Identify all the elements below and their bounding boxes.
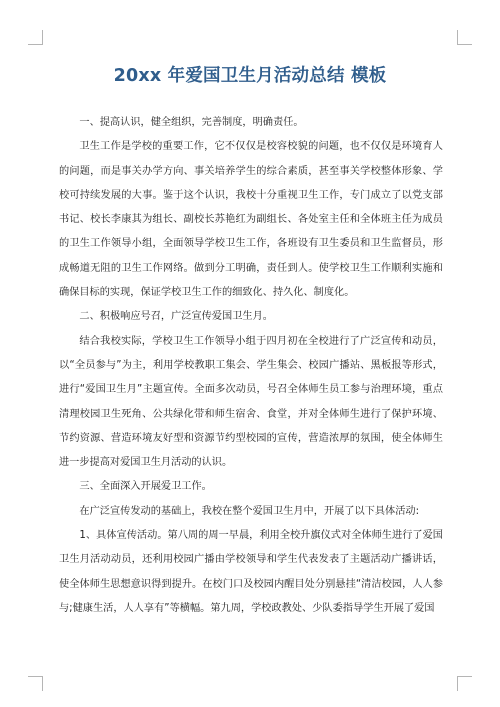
document-title: 20xx 年爱国卫生月活动总结 模板 [113,66,387,86]
body-paragraph-3: 在广泛宣传发动的基础上，我校在整个爱国卫生月中，开展了以下具体活动: [79,505,420,517]
section-heading-3: 三、全面深入开展爱卫工作。 [79,481,212,493]
section-heading-1: 一、提高认识，健全组织，完善制度，明确责任。 [79,117,304,128]
crop-mark-top-left [28,30,43,45]
crop-mark-bottom-left [28,676,43,691]
body-paragraph-4: 1、具体宣传活动。第八周的周一早晨，利用全校升旗仪式对全体师生进行了爱国卫生月活动动员，还利用校园广播由学校领导和学生代表发表了主题活动广播讲话，使全体师生思想意识得到提升。在校门口及校园内醒目处分别悬挂“清洁校园，人人参与;健康生活，人人享有”等横幅。第九周，学校政教处、少队委指导学生开展了爱国 [59,530,443,614]
crop-mark-bottom-right [457,676,472,691]
section-heading-2: 二、积极响应号召，广泛宣传爱国卫生月。 [79,311,273,323]
document-body [59,111,443,621]
body-paragraph-1: 卫生工作是学校的重要工作，它不仅仅是校容校貌的问题，也不仅仅是环境育人的问题，而是事关办学方向、事关培养学生的综合素质，甚至事关学校整体形象、学校可持续发展的大事。鉴于这个认识，我校十分重视卫生工作，专门成立了以党支部书记、校长李康其为组长、副校长苏艳红为副组长、各处室主任和全体班主任为成员的卫生工作领导小组，全面领导学校卫生工作，各班设有卫生委员和卫生监督员，形成畅道无阻的卫生工作网络。做到分工明确，责任到人。使学校卫生工作顺利实施和确保目标的实现，保证学校卫生工作的细致化、持久化、制度化。 [59,141,443,299]
body-paragraph-2: 结合我校实际，学校卫生工作领导小组于四月初在全校进行了广泛宣传和动员，以“全员参与”为主，利用学校教职工集会、学生集会、校园广播站、黑板报等形式，进行“爱国卫生月”主题宣传。全面多次动员，号召全体师生员工参与治理环境，重点清理校园卫生死角、公共绿化带和师生宿舍、食堂，并对全体师生进行了保护环境、节约资源、营造环境友好型和资源节约型校园的宣传，营造浓厚的氛围，使全体师生进一步提高对爱国卫生月活动的认识。 [59,335,443,469]
crop-mark-top-right [457,30,472,45]
